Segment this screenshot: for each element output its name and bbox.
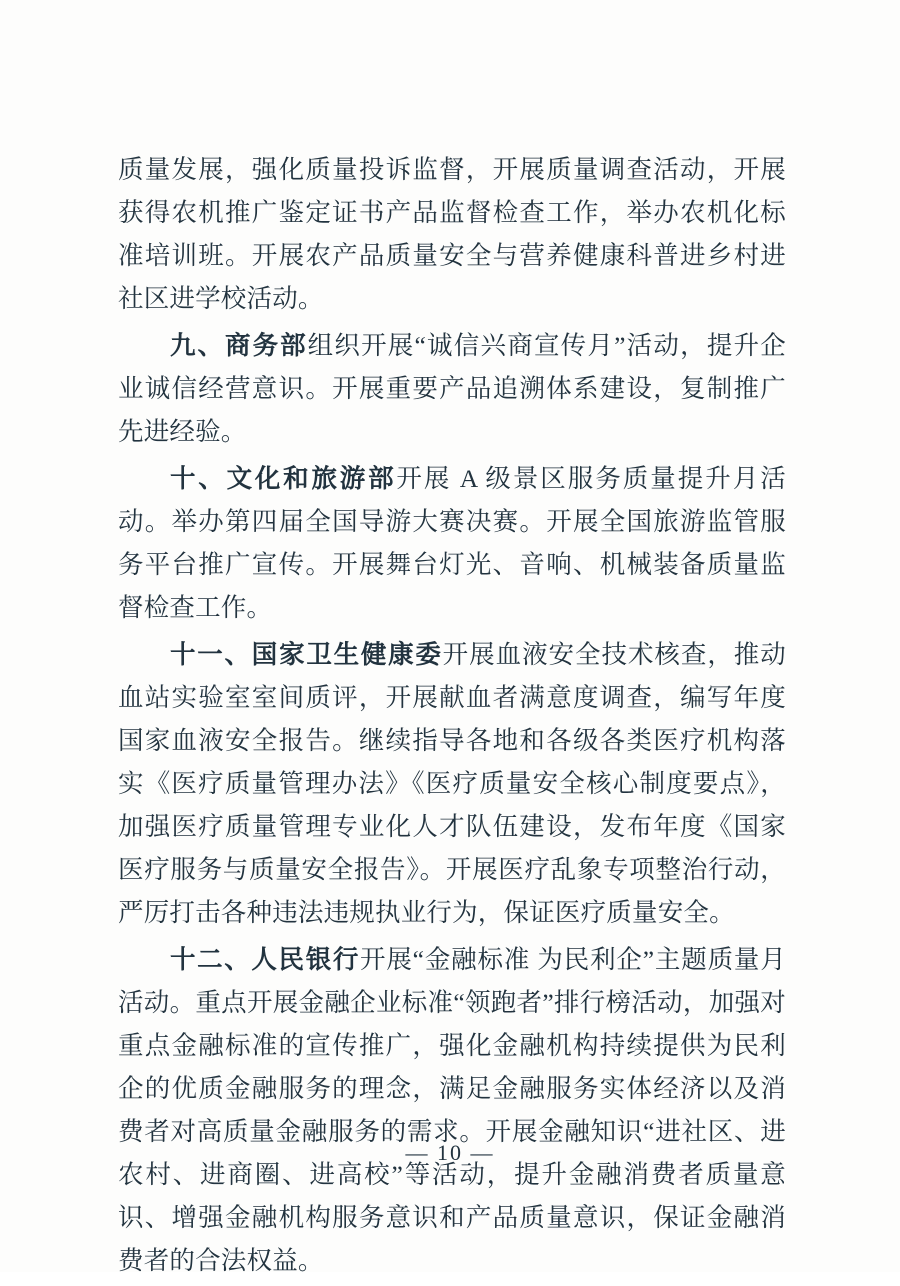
paragraph-text: 质量发展，强化质量投诉监督，开展质量调查活动，开展获得农机推广鉴定证书产品监督检查工作，举办农机化标准培训班。开展农产品质量安全与营养健康科普进乡村进社区进学校活动。 bbox=[118, 155, 786, 313]
document-body bbox=[118, 148, 786, 1286]
paragraph-item-9 bbox=[118, 324, 786, 453]
page-number: — 10 — bbox=[405, 1140, 495, 1165]
paragraph-continuation bbox=[118, 148, 786, 320]
paragraph-item-10 bbox=[118, 457, 786, 629]
paragraph-item-12 bbox=[118, 938, 786, 1282]
paragraph-text: 开展血液安全技术核查，推动血站实验室室间质评，开展献血者满意度调查，编写年度国家血液安全报告。继续指导各地和各级各类医疗机构落实《医疗质量管理办法》《医疗质量安全核心制度要点》，加强医疗质量管理专业化人才队伍建设，发布年度《国家医疗服务与质量安全报告》。开展医疗乱象专项整治行动，严厉打击各种违法违规执业行为，保证医疗质量安全。 bbox=[118, 640, 786, 927]
paragraph-lead: 十一、国家卫生健康委 bbox=[170, 640, 443, 669]
paragraph-lead: 十二、人民银行 bbox=[170, 945, 360, 974]
paragraph-lead: 九、商务部 bbox=[170, 331, 308, 360]
paragraph-text: 组织开展“诚信兴商宣传月”活动，提升企业诚信经营意识。开展重要产品追溯体系建设，复制推广先进经验。 bbox=[118, 331, 786, 446]
paragraph-text: 开展“金融标准 为民利企”主题质量月活动。重点开展金融企业标准“领跑者”排行榜活动，加强对重点金融标准的宣传推广，强化金融机构持续提供为民利企的优质金融服务的理念，满足金融服务实体经济以及消费者对高质量金融服务的需求。开展金融知识“进社区、进农村、进商圈、进高校”等活动，提升金融消费者质量意识、增强金融机构服务意识和产品质量意识，保证金融消费者的合法权益。 bbox=[118, 945, 786, 1275]
paragraph-text: 开展 A 级景区服务质量提升月活动。举办第四届全国导游大赛决赛。开展全国旅游监管服务平台推广宣传。开展舞台灯光、音响、机械装备质量监督检查工作。 bbox=[118, 464, 786, 622]
paragraph-item-11 bbox=[118, 633, 786, 934]
paragraph-lead: 十、文化和旅游部 bbox=[170, 464, 397, 493]
